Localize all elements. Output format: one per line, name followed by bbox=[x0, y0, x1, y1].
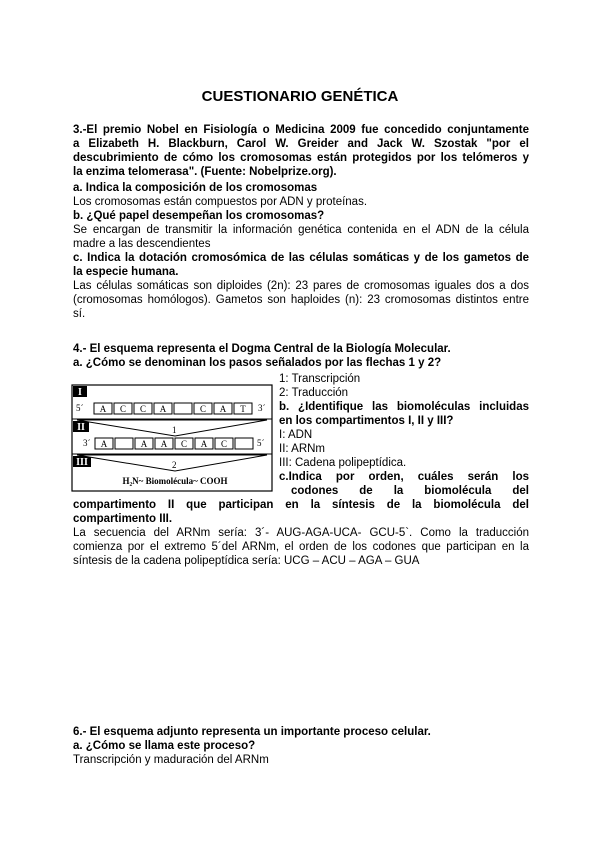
q4-c-answer-line: síntesis de la cadena polipeptídica sería: UCG – ACU – AGA – GUA bbox=[73, 555, 420, 567]
dna-base-letter: A bbox=[99, 404, 107, 414]
rna-base-letter: C bbox=[220, 439, 228, 449]
q3-b-answer-line: Se encargan de transmitir la información genética contenida en el ADN de la célula bbox=[73, 224, 529, 236]
q6-intro: 6.- El esquema adjunto representa un importante proceso celular. bbox=[73, 726, 431, 738]
q3-intro-line: descubrimiento de cómo los cromosomas están protegidos por los telómeros y bbox=[73, 152, 529, 164]
compartment-label-I: I bbox=[78, 387, 82, 398]
question-3 bbox=[73, 123, 529, 321]
rna-base-box bbox=[235, 438, 253, 449]
page-title: CUESTIONARIO GENÉTICA bbox=[201, 88, 399, 105]
q4-right-column bbox=[279, 372, 529, 498]
rna-base-letter: A bbox=[140, 439, 148, 449]
q4-c-question-line: c.Indica por orden, cuáles serán los bbox=[279, 471, 529, 483]
q3-c-answer-line: sí. bbox=[73, 308, 86, 320]
q4-a-answer: 2: Traducción bbox=[279, 387, 349, 399]
compartment-label-II: II bbox=[77, 422, 85, 433]
q4-b-answer: I: ADN bbox=[279, 429, 313, 441]
q3-intro-line: 3.-El premio Nobel en Fisiología o Medicina 2009 fue concedido conjuntamente bbox=[73, 124, 529, 136]
product-label: H₂N~ Biomolécula~ COOH bbox=[122, 476, 228, 486]
rna-base-letter: C bbox=[180, 439, 188, 449]
q3-a-question: a. Indica la composición de los cromosomas bbox=[73, 182, 318, 194]
q6-a-answer: Transcripción y maduración del ARNm bbox=[73, 754, 269, 766]
q4-intro: 4.- El esquema representa el Dogma Central de la Biología Molecular. bbox=[73, 343, 451, 355]
dna-base-letter: C bbox=[139, 404, 147, 414]
q6-a-question: a. ¿Cómo se llama este proceso? bbox=[73, 740, 256, 752]
q3-intro-line: la enzima telomerasa". (Fuente: Nobelprize.org). bbox=[73, 166, 337, 178]
q4-b-question-line: b. ¿Identifique las biomoléculas incluidas bbox=[279, 401, 529, 413]
q4-c-question-line: compartimento II que participan en la síntesis de la biomolécula del bbox=[73, 499, 529, 511]
q4-c-question-line: compartimento III. bbox=[73, 513, 173, 525]
rna-base-letter: A bbox=[100, 439, 108, 449]
arrow-2-label: 2 bbox=[172, 460, 177, 470]
q4-b-answer: II: ARNm bbox=[279, 443, 326, 455]
dogma-diagram bbox=[71, 384, 273, 492]
dna-base-letter: T bbox=[240, 404, 246, 414]
dna-base-letter: C bbox=[119, 404, 127, 414]
q4-b-question-line: en los compartimentos I, II y III? bbox=[279, 415, 454, 427]
q4-c-answer-line: La secuencia del ARNm sería: 3´- AUG-AGA-UCA- GCU-5`. Como la traducción bbox=[73, 527, 529, 539]
q4-b-answer: III: Cadena polipeptídica. bbox=[279, 457, 407, 469]
q4-c-answer-line: comienza por el extremo 5´del ARNm, el orden de los codones que participan en la bbox=[73, 541, 529, 553]
rna-base-letter: A bbox=[200, 439, 208, 449]
q3-intro-line: a Elizabeth H. Blackburn, Carol W. Greider and Jack W. Szostak "por el bbox=[73, 138, 529, 150]
dna-base-letter: A bbox=[159, 404, 167, 414]
question-4-header bbox=[73, 342, 529, 370]
q3-c-question-line: c. Indica la dotación cromosómica de las células somáticas y de los gametos de bbox=[73, 252, 529, 264]
strand-end-3-mid: 3´ bbox=[83, 438, 91, 448]
dna-base-letter: C bbox=[199, 404, 207, 414]
q3-a-answer: Los cromosomas están compuestos por ADN y proteínas. bbox=[73, 196, 368, 208]
q3-c-answer-line: (cromosomas homólogos). Gametos son haploides (n): 23 cromosomas distintos entre bbox=[73, 294, 529, 306]
q3-c-question-line: la especie humana. bbox=[73, 266, 179, 278]
q3-c-answer-line: Las células somáticas son diploides (2n): 23 pares de cromosomas iguales dos a dos bbox=[73, 280, 529, 292]
strand-end-5-mid: 5´ bbox=[257, 438, 265, 448]
q3-b-question: b. ¿Qué papel desempeñan los cromosomas? bbox=[73, 210, 325, 222]
rna-base-letter: A bbox=[160, 439, 168, 449]
strand-end-3-top: 3´ bbox=[258, 403, 266, 413]
dna-base-letter: A bbox=[219, 404, 227, 414]
rna-base-box bbox=[115, 438, 133, 449]
strand-end-5-top: 5´ bbox=[76, 403, 84, 413]
q4-a-question: a. ¿Cómo se denominan los pasos señalados por las flechas 1 y 2? bbox=[73, 357, 442, 369]
question-6 bbox=[73, 725, 529, 767]
question-4-part-c bbox=[73, 498, 529, 568]
q4-c-question-line: codones de la biomolécula del bbox=[291, 485, 529, 497]
q3-b-answer-line: madre a las descendientes bbox=[73, 238, 211, 250]
q4-a-answer: 1: Transcripción bbox=[279, 373, 361, 385]
dna-base-box bbox=[174, 403, 192, 414]
compartment-label-III: III bbox=[76, 457, 88, 468]
arrow-1-label: 1 bbox=[172, 425, 177, 435]
